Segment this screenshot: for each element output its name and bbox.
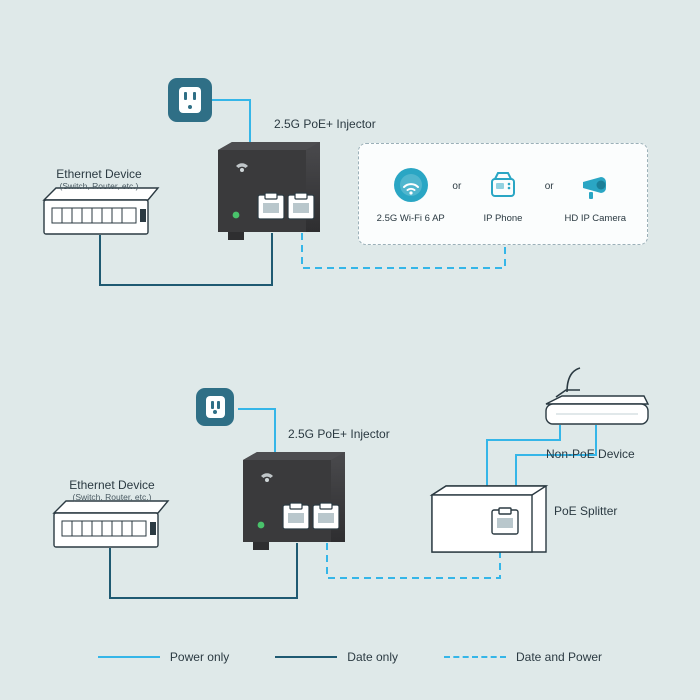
pd-item-camera — [554, 165, 637, 224]
poe-splitter-art — [432, 486, 546, 552]
ethernet-device-top-sub: (Switch, Router, etc.) — [59, 181, 139, 191]
ethernet-device-top-art — [44, 188, 158, 234]
pd-item-camera-label: HD IP Camera — [564, 212, 627, 224]
legend — [0, 650, 700, 664]
poe-injector-top-art — [218, 142, 320, 240]
poe-injector-bottom-art — [243, 452, 345, 550]
non-poe-device-art — [546, 368, 648, 424]
ethernet-device-bottom-title: Ethernet Device — [69, 478, 155, 492]
legend-label-power: Power only — [169, 650, 230, 664]
ethernet-device-bottom-sub: (Switch, Router, etc.) — [72, 492, 152, 502]
legend-item-data-power — [444, 650, 602, 664]
ip-phone-icon — [483, 165, 523, 205]
injector-top-label: 2.5G PoE+ Injector — [274, 117, 376, 131]
power-outlet-icon-top — [168, 78, 212, 122]
ethernet-device-top-label — [44, 167, 154, 191]
power-outlet-icon-bottom — [196, 388, 234, 426]
ip-camera-icon — [575, 165, 615, 205]
legend-swatch-power — [98, 656, 160, 658]
panel-separator-2: or — [544, 180, 554, 192]
non-poe-device-label: Non-PoE Device — [546, 447, 635, 461]
legend-label-data-power: Date and Power — [516, 650, 603, 664]
legend-item-power — [98, 650, 229, 664]
pd-item-phone-label: IP Phone — [483, 212, 523, 224]
legend-item-data — [275, 650, 398, 664]
wifi-ap-icon — [391, 165, 431, 205]
poe-splitter-label: PoE Splitter — [554, 504, 618, 518]
injector-bottom-label: 2.5G PoE+ Injector — [288, 427, 390, 441]
legend-swatch-data — [275, 656, 337, 658]
legend-swatch-data-power — [444, 656, 506, 658]
panel-separator-1: or — [452, 180, 462, 192]
pd-item-ap-label: 2.5G Wi-Fi 6 AP — [376, 212, 445, 224]
ethernet-device-bottom-label — [54, 478, 170, 502]
pd-item-ap — [369, 165, 452, 224]
ethernet-device-top-title: Ethernet Device — [56, 167, 142, 181]
rj45-port-icon — [492, 508, 518, 534]
legend-label-data: Date only — [347, 650, 398, 664]
powered-devices-panel — [358, 143, 648, 245]
ethernet-device-bottom-art — [54, 501, 168, 547]
pd-item-phone — [461, 165, 544, 224]
